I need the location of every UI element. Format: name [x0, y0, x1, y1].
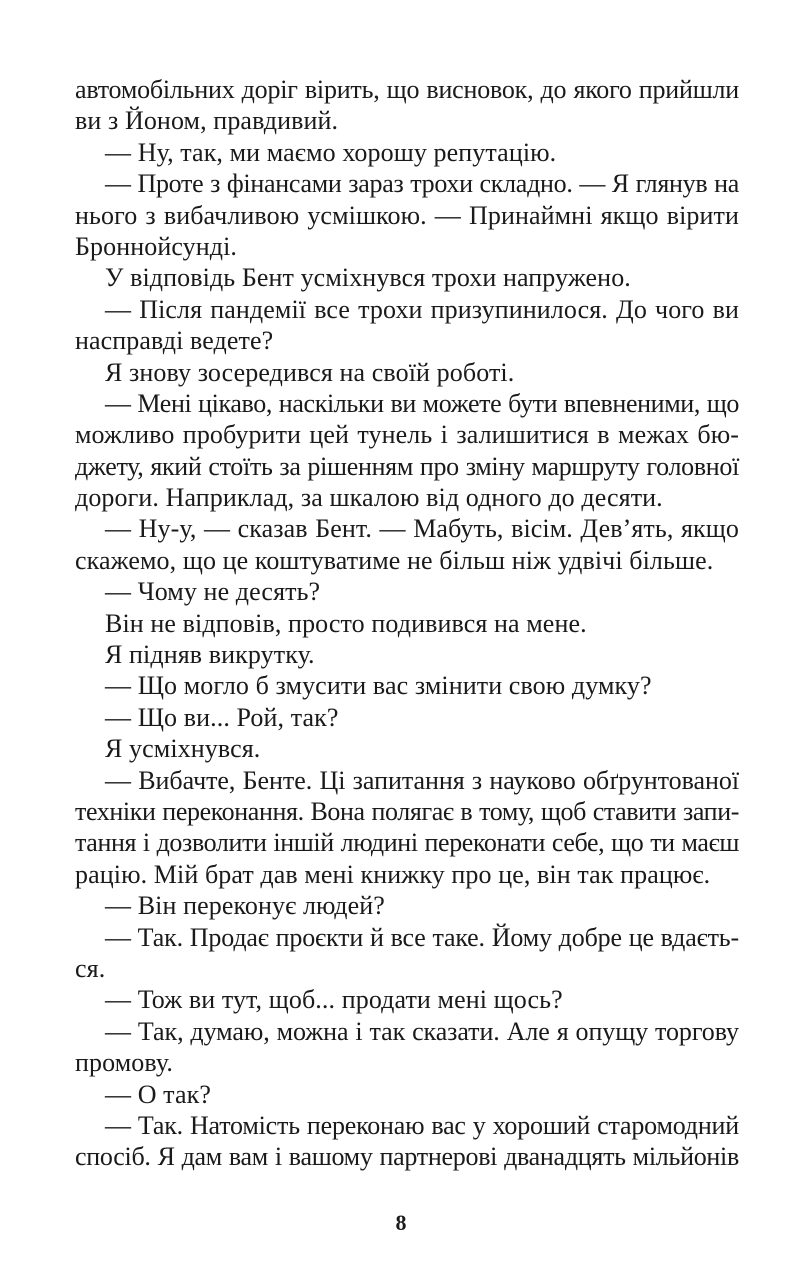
- text-line: ся.: [75, 953, 106, 983]
- text-line: — Так. Продає проєкти й все таке. Йому добре це вдаєть-: [105, 922, 739, 952]
- text-line: — Чому не десять?: [105, 577, 321, 607]
- text-line: спосіб. Я дам вам і вашому партнерові дванадцять мільйонів: [75, 1142, 739, 1172]
- text-line: — Він переконує людей?: [105, 891, 385, 921]
- text-line: Я підняв викрутку.: [105, 640, 315, 670]
- text-line: Я усміхнувся.: [105, 734, 261, 764]
- text-line: — Ну-у, — сказав Бент. — Мабуть, вісім. Дев’ять, якщо: [105, 514, 739, 544]
- text-line: — Ну, так, ми маємо хорошу репутацію.: [105, 137, 557, 167]
- text-line: — Проте з фінансами зараз трохи складно. — Я глянув на: [105, 169, 739, 199]
- text-line: джету, який стоїть за рішенням про зміну маршруту головної: [75, 451, 739, 481]
- text-line: скажемо, що це коштуватиме не більш ніж удвічі більше.: [75, 545, 714, 575]
- text-line: техніки переконання. Вона полягає в тому, щоб ставити запи-: [75, 796, 739, 826]
- text-line: тання і дозволити іншій людині переконати себе, що ти маєш: [75, 828, 739, 858]
- text-line: автомобільних доріг вірить, що висновок, до якого прийшли: [75, 75, 739, 104]
- text-line: — О так?: [105, 1079, 211, 1109]
- text-line: Броннойсунді.: [75, 231, 238, 261]
- text-line: — Мені цікаво, наскільки ви можете бути впевненими, що: [105, 388, 739, 418]
- text-line: Він не відповів, просто подивився на мене.: [105, 608, 587, 638]
- text-line: — Так, думаю, можна і так сказати. Але я опущу торгову: [105, 1016, 739, 1046]
- text-line: насправді ведете?: [75, 326, 274, 356]
- text-line: рацію. Мій брат дав мені книжку про це, він так працює.: [75, 859, 711, 889]
- text-line: — Вибачте, Бенте. Ці запитання з науково обґрунтованої: [105, 765, 739, 795]
- text-line: нього з вибачливою усмішкою. — Принаймні якщо вірити: [75, 200, 739, 230]
- text-line: — Так. Натомість переконаю вас у хороший старомодний: [105, 1110, 739, 1140]
- text-line: ви з Йоном, правдивий.: [75, 106, 339, 136]
- text-line: Я знову зосередився на своїй роботі.: [105, 357, 515, 387]
- body-text: [75, 74, 739, 1173]
- text-line: — Після пандемії все трохи призупинилося. До чого ви: [105, 294, 739, 324]
- page-number: 8: [395, 1210, 407, 1235]
- text-line: промову.: [75, 1048, 173, 1078]
- text-line: — Що могло б змусити вас змінити свою думку?: [105, 671, 652, 701]
- text-line: — Тож ви тут, щоб... продати мені щось?: [105, 985, 563, 1015]
- text-line: дороги. Наприклад, за шкалою від одного до десяти.: [75, 483, 663, 513]
- text-line: — Що ви... Рой, так?: [105, 702, 339, 732]
- text-line: можливо пробурити цей тунель і залишитися в межах бю-: [75, 420, 739, 450]
- text-line: У відповідь Бент усміхнувся трохи напружено.: [105, 263, 631, 293]
